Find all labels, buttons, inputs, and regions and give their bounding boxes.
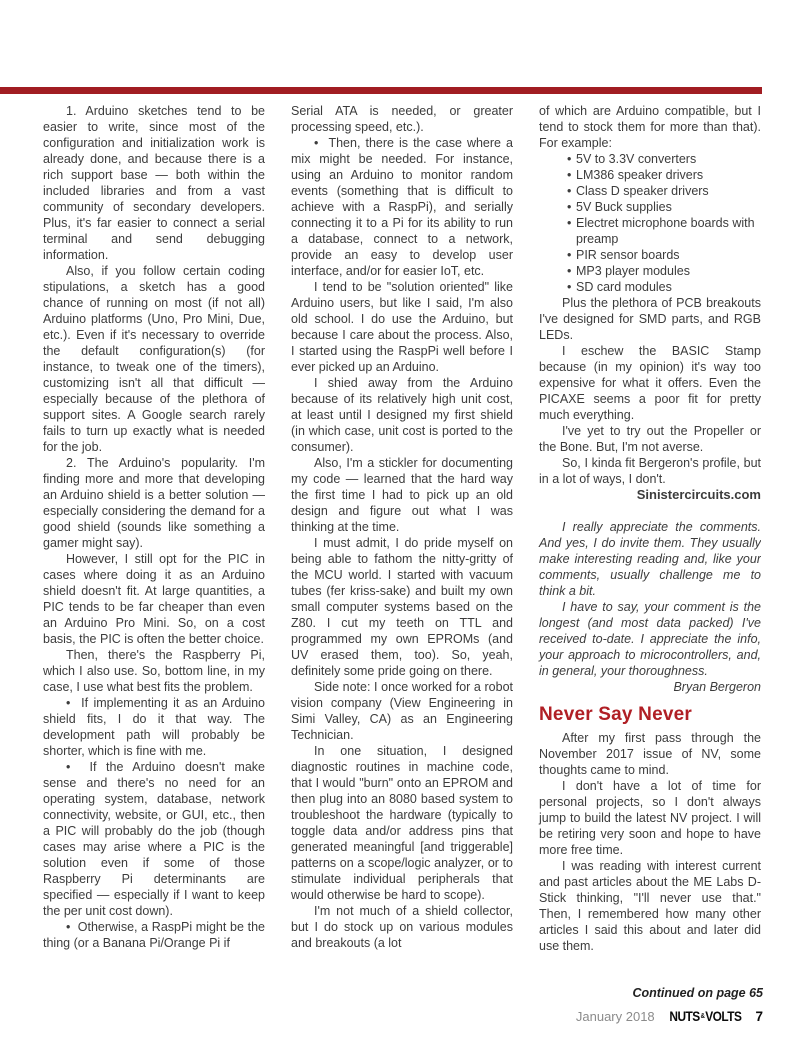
paragraph: I'm not much of a shield collector, but I do stock up on various modules and breakouts (a lot xyxy=(291,904,513,950)
paragraph: Also, if you follow certain coding stipulations, a sketch has a good chance of running on most (if not all) Arduino platforms (Uno, Pro Mini, Due, etc.). Even if it's necessary to override the default configuration(s) (for instance, to tweak one of the timers), customizing isn't all that difficult — especially because of the plethora of support sites. A Google search rarely fails to turn up exactly what is needed for the job. xyxy=(43,264,265,454)
list-item: • PIR sensor boards xyxy=(539,247,761,263)
spacer xyxy=(539,503,761,519)
list-item: • MP3 player modules xyxy=(539,263,761,279)
text-column-1 xyxy=(43,103,265,1005)
paragraph: Serial ATA is needed, or greater processing speed, etc.). xyxy=(291,104,513,134)
byline: Bryan Bergeron xyxy=(673,680,761,694)
paragraph: I eschew the BASIC Stamp because (in my opinion) it's way too expensive for what it offers. Even the PICAXE seems a poor fit for pretty much everything. xyxy=(539,344,761,422)
bullet-paragraph: • Otherwise, a RaspPi might be the thing (or a Banana Pi/Orange Pi if xyxy=(43,919,265,951)
list-item: • LM386 speaker drivers xyxy=(539,167,761,183)
list-item: • SD card modules xyxy=(539,279,761,295)
continued-notice: Continued on page 65 xyxy=(632,986,763,1000)
section-heading: Never Say Never xyxy=(539,704,692,725)
bullet-paragraph: • If implementing it as an Arduino shield fits, I do it that way. The development path will probably be shorter, which is fine with me. xyxy=(43,695,265,759)
website-name: Sinistercircuits.com xyxy=(636,487,761,502)
paragraph: I was reading with interest current and past articles about the ME Labs D-Stick thinking, "I'll never use that." Then, I remembered how many other articles I said this about and later did use them. xyxy=(539,859,761,953)
paragraph: After my first pass through the November 2017 issue of NV, some thoughts came to mind. xyxy=(539,731,761,777)
issue-date: January 2018 xyxy=(575,1008,655,1024)
paragraph: Also, I'm a stickler for documenting my code — learned that the hard way the first time I had to pick up an old design and figure out what I was thinking at the time. xyxy=(291,456,513,534)
list-item: • 5V to 3.3V converters xyxy=(539,151,761,167)
paragraph: In one situation, I designed diagnostic routines in machine code, that I would "burn" onto an EPROM and then plug into an 8080 based system to troubleshoot the hardware (typically to toggle data and/or address pins that generated meaningful [and triggerable] patterns on a scope/logic analyzer, or to stimulate individual peripherals that would otherwise be hard to scope). xyxy=(291,744,513,902)
nuts-volts-logo xyxy=(669,1008,741,1024)
paragraph: Then, there's the Raspberry Pi, which I also use. So, bottom line, in my case, I use what best fits the problem. xyxy=(43,648,265,694)
text-column-2 xyxy=(291,103,513,1005)
list-item: • Electret microphone boards with preamp xyxy=(539,215,761,247)
text-column-3 xyxy=(539,103,761,1005)
paragraph: So, I kinda fit Bergeron's profile, but in a lot of ways, I don't. xyxy=(539,456,761,486)
paragraph: I don't have a lot of time for personal projects, so I don't always jump to build the latest NV project. I will be retiring very soon and hope to have more free time. xyxy=(539,779,761,857)
page-footer xyxy=(576,1008,763,1024)
page-number: 7 xyxy=(755,1008,763,1024)
paragraph: of which are Arduino compatible, but I tend to stock them for more than that). For example: xyxy=(539,104,761,150)
paragraph: I must admit, I do pride myself on being able to fathom the nitty-gritty of the MCU world. I started with vacuum tubes (fer kriss-sake) and built my own small computer systems based on the Z80. I cut my teeth on TTL and programmed my own EPROMs (and UV erased them, too). So, yeah, definitely some pride going on there. xyxy=(291,536,513,678)
editor-reply-paragraph: I really appreciate the comments. And yes, I do invite them. They usually make interesting reading and, like your comments, usually challenge me to think a bit. xyxy=(539,520,761,598)
paragraph: Plus the plethora of PCB breakouts I've designed for SMD parts, and RGB LEDs. xyxy=(539,296,761,342)
paragraph: I tend to be "solution oriented" like Arduino users, but like I said, I'm also old school. I do use the Arduino, but because I care about the process. Also, I started using the RaspPi well before I ever picked up an Arduino. xyxy=(291,280,513,374)
list-item: • Class D speaker drivers xyxy=(539,183,761,199)
bullet-paragraph: • Then, there is the case where a mix might be needed. For instance, using an Arduino to monitor random events (something that is difficult to achieve with a RaspPi), and serially connecting it to a Pi for its ability to run a database, connect to a network, provide an easy to develop user interface, and/or for easier IoT, etc. xyxy=(291,135,513,279)
list-item: • 5V Buck supplies xyxy=(539,199,761,215)
editor-reply-paragraph: I have to say, your comment is the longest (and most data packed) I've received to-date. I appreciate the info, your approach to microcontrollers, and, in general, your thoroughness. xyxy=(539,600,761,678)
paragraph: Side note: I once worked for a robot vision company (View Engineering in Simi Valley, CA) as an Engineering Technician. xyxy=(291,680,513,742)
top-rule xyxy=(0,87,762,94)
article-body xyxy=(43,103,761,1005)
logo-part-volts: VOLTS xyxy=(704,1008,742,1024)
ampersand-icon: & xyxy=(700,1012,705,1020)
logo-part-nuts: NUTS xyxy=(669,1008,700,1024)
paragraph: I've yet to try out the Propeller or the Bone. But, I'm not averse. xyxy=(539,424,761,454)
paragraph: I shied away from the Arduino because of its relatively high unit cost, at least until I designed my first shield (in which case, unit cost is ported to the consumer). xyxy=(291,376,513,454)
bullet-paragraph: • If the Arduino doesn't make sense and there's no need for an operating system, database, network connectivity, website, or GUI, etc., then a PIC will probably do the job (though cases may arise where a PIC is the solution even if some of those Raspberry Pi determinants are specified — especially if I want to keep the per unit cost down). xyxy=(43,759,265,919)
paragraph: 1. Arduino sketches tend to be easier to write, since most of the configuration and initialization work is already done, and because there is a rich support base — both within the included libraries and from a vast community of secondary developers. Plus, it's far easier to connect a serial terminal and send debugging information. xyxy=(43,104,265,262)
paragraph: 2. The Arduino's popularity. I'm finding more and more that developing an Arduino shield is a better solution — especially considering the demand for a good shield (sounds like something a gamer might say). xyxy=(43,456,265,550)
paragraph: However, I still opt for the PIC in cases where doing it as an Arduino shield doesn't fit. At large quantities, a PIC tends to be far cheaper than even an Arduino Pro Mini. So, on a cost basis, the PIC is often the better choice. xyxy=(43,552,265,646)
